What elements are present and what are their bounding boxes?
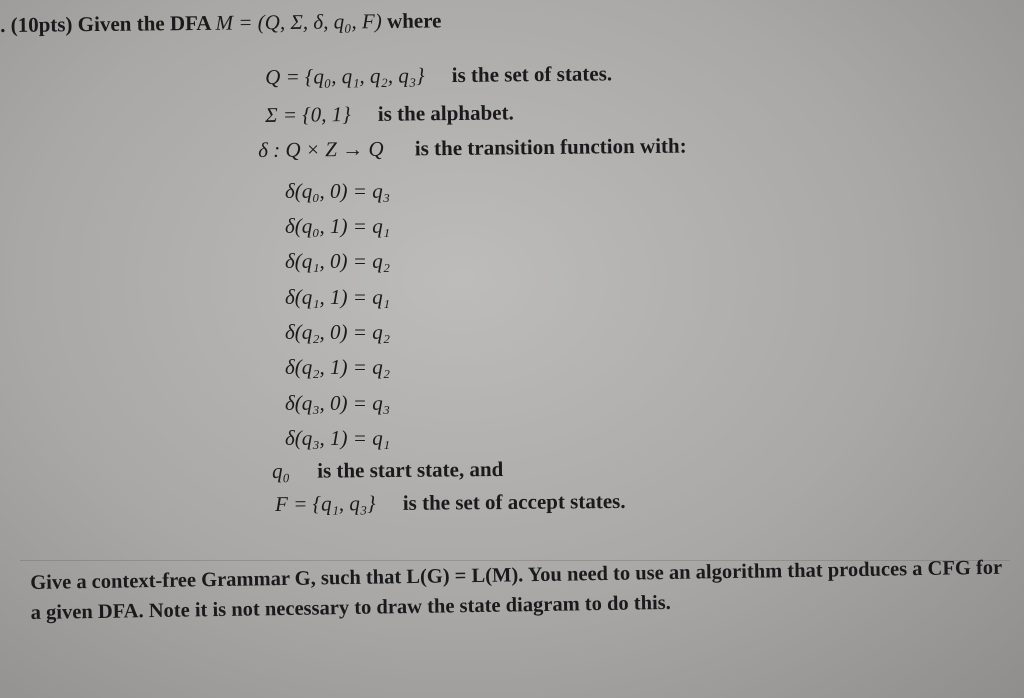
transition-6: δ(q₃, 0) = q₃ — [285, 391, 391, 415]
transition-function-text: is the transition function with: — [414, 133, 687, 161]
transition-4: δ(q₂, 0) = q₂ — [285, 320, 391, 344]
question-paragraph: Give a context-free Grammar G, such that L(G) = L(M). You need to use an algorithm that produces a CFG for a given DFA. Note it is not necessary to draw the state diagram to do this. — [30, 556, 1002, 624]
header-prefix: . (10pts) Given the DFA — [0, 10, 216, 37]
problem-header — [0, 7, 442, 38]
alphabet-definition — [265, 99, 514, 128]
dfa-definition: M = (Q, Σ, δ, q₀, F) — [215, 9, 382, 35]
transition-0: δ(q₀, 0) = q₃ — [285, 179, 391, 203]
transition-function-math: δ : Q × Z → Q — [258, 136, 384, 162]
states-math: Q = {q₀, q₁, q₂, q₃} — [265, 63, 425, 89]
transition-7: δ(q₃, 1) = q₁ — [285, 426, 391, 450]
accept-states-definition — [275, 488, 626, 517]
transition-1: δ(q₀, 1) = q₁ — [285, 214, 391, 238]
start-state-math: q₀ — [272, 458, 291, 483]
transition-5: δ(q₂, 1) = q₂ — [285, 355, 391, 379]
states-text: is the set of states. — [451, 61, 613, 88]
transition-3: δ(q₁, 1) = q₁ — [285, 285, 391, 309]
alphabet-math: Σ = {0, 1} — [265, 102, 351, 127]
accept-states-text: is the set of accept states. — [402, 488, 626, 515]
transition-function-definition — [258, 133, 687, 163]
accept-states-math: F = {q₁, q₃} — [275, 491, 376, 516]
alphabet-text: is the alphabet. — [377, 100, 514, 126]
states-definition — [265, 60, 612, 90]
start-state-text: is the start state, and — [317, 456, 504, 483]
transition-2: δ(q₁, 0) = q₂ — [285, 249, 391, 273]
start-state-definition — [272, 456, 503, 484]
header-suffix: where — [381, 8, 442, 34]
